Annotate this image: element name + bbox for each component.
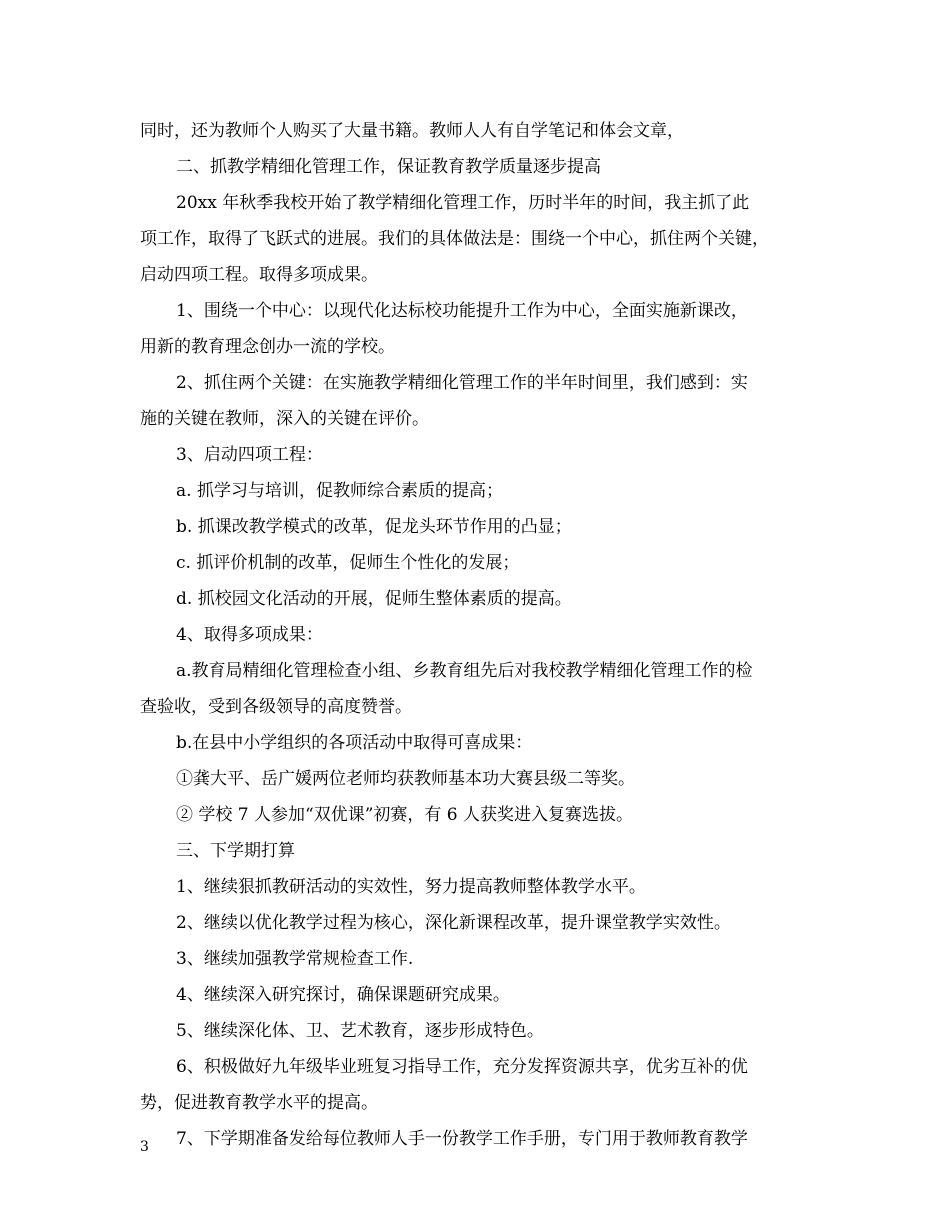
text-line: 2、抓住两个关键：在实施教学精细化管理工作的半年时间里，我们感到：实 [176, 373, 748, 393]
list-item: ② 学校 7 人参加“双优课”初赛，有 6 人获奖进入复赛选拔。 [176, 805, 634, 825]
list-item: 3、继续加强教学常规检查工作. [176, 949, 414, 969]
list-item: 7、下学期准备发给每位教师人手一份教学工作手册，专门用于教师教育教学 [176, 1129, 748, 1149]
section-heading: 二、抓教学精细化管理工作，保证教育教学质量逐步提高 [176, 157, 601, 177]
text-line: 3、启动四项工程： [176, 445, 323, 465]
page-number: 3 [140, 1139, 149, 1155]
list-item: b.在县中小学组织的各项活动中取得可喜成果： [176, 733, 533, 753]
list-item: 2、继续以优化教学过程为核心，深化新课程改革，提升课堂教学实效性。 [176, 913, 731, 933]
text-line: 施的关键在教师，深入的关键在评价。 [140, 409, 429, 429]
text-line: 4、取得多项成果： [176, 625, 323, 645]
list-item: 5、继续深化体、卫、艺术教育，逐步形成特色。 [176, 1021, 544, 1041]
text-line: 项工作，取得了飞跃式的进展。我们的具体做法是：围绕一个中心，抓住两个关键， [140, 229, 769, 249]
list-item: a.教育局精细化管理检查小组、乡教育组先后对我校教学精细化管理工作的检 [176, 661, 753, 681]
text-line: 查验收，受到各级领导的高度赞誉。 [140, 697, 412, 717]
list-item: 4、继续深入研究探讨，确保课题研究成果。 [176, 985, 510, 1005]
list-item: b. 抓课改教学模式的改革，促龙头环节作用的凸显； [176, 517, 572, 537]
list-item: 1、继续狠抓教研活动的实效性，努力提高教师整体教学水平。 [176, 877, 646, 897]
text-line: 势，促进教育教学水平的提高。 [140, 1093, 378, 1113]
list-item: c. 抓评价机制的改革，促师生个性化的发展； [176, 553, 520, 573]
list-item: ①龚大平、岳广媛两位老师均获教师基本功大赛县级二等奖。 [176, 769, 635, 789]
text-line: 1、围绕一个中心：以现代化达标校功能提升工作为中心，全面实施新课改， [176, 301, 748, 321]
text-line: 启动四项工程。取得多项成果。 [140, 265, 378, 285]
text-line: 用新的教育理念创办一流的学校。 [140, 337, 395, 357]
list-item: 6、积极做好九年级毕业班复习指导工作，充分发挥资源共享，优劣互补的优 [176, 1057, 748, 1077]
list-item: a. 抓学习与培训，促教师综合素质的提高； [176, 481, 503, 501]
section-heading: 三、下学期打算 [176, 841, 295, 861]
text-line: 同时，还为教师个人购买了大量书籍。教师人人有自学笔记和体会文章， [140, 121, 684, 141]
text-line: 20xx 年秋季我校开始了教学精细化管理工作，历时半年的时间，我主抓了此 [176, 193, 750, 213]
list-item: d. 抓校园文化活动的开展，促师生整体素质的提高。 [176, 589, 572, 609]
document-body [140, 113, 815, 1157]
